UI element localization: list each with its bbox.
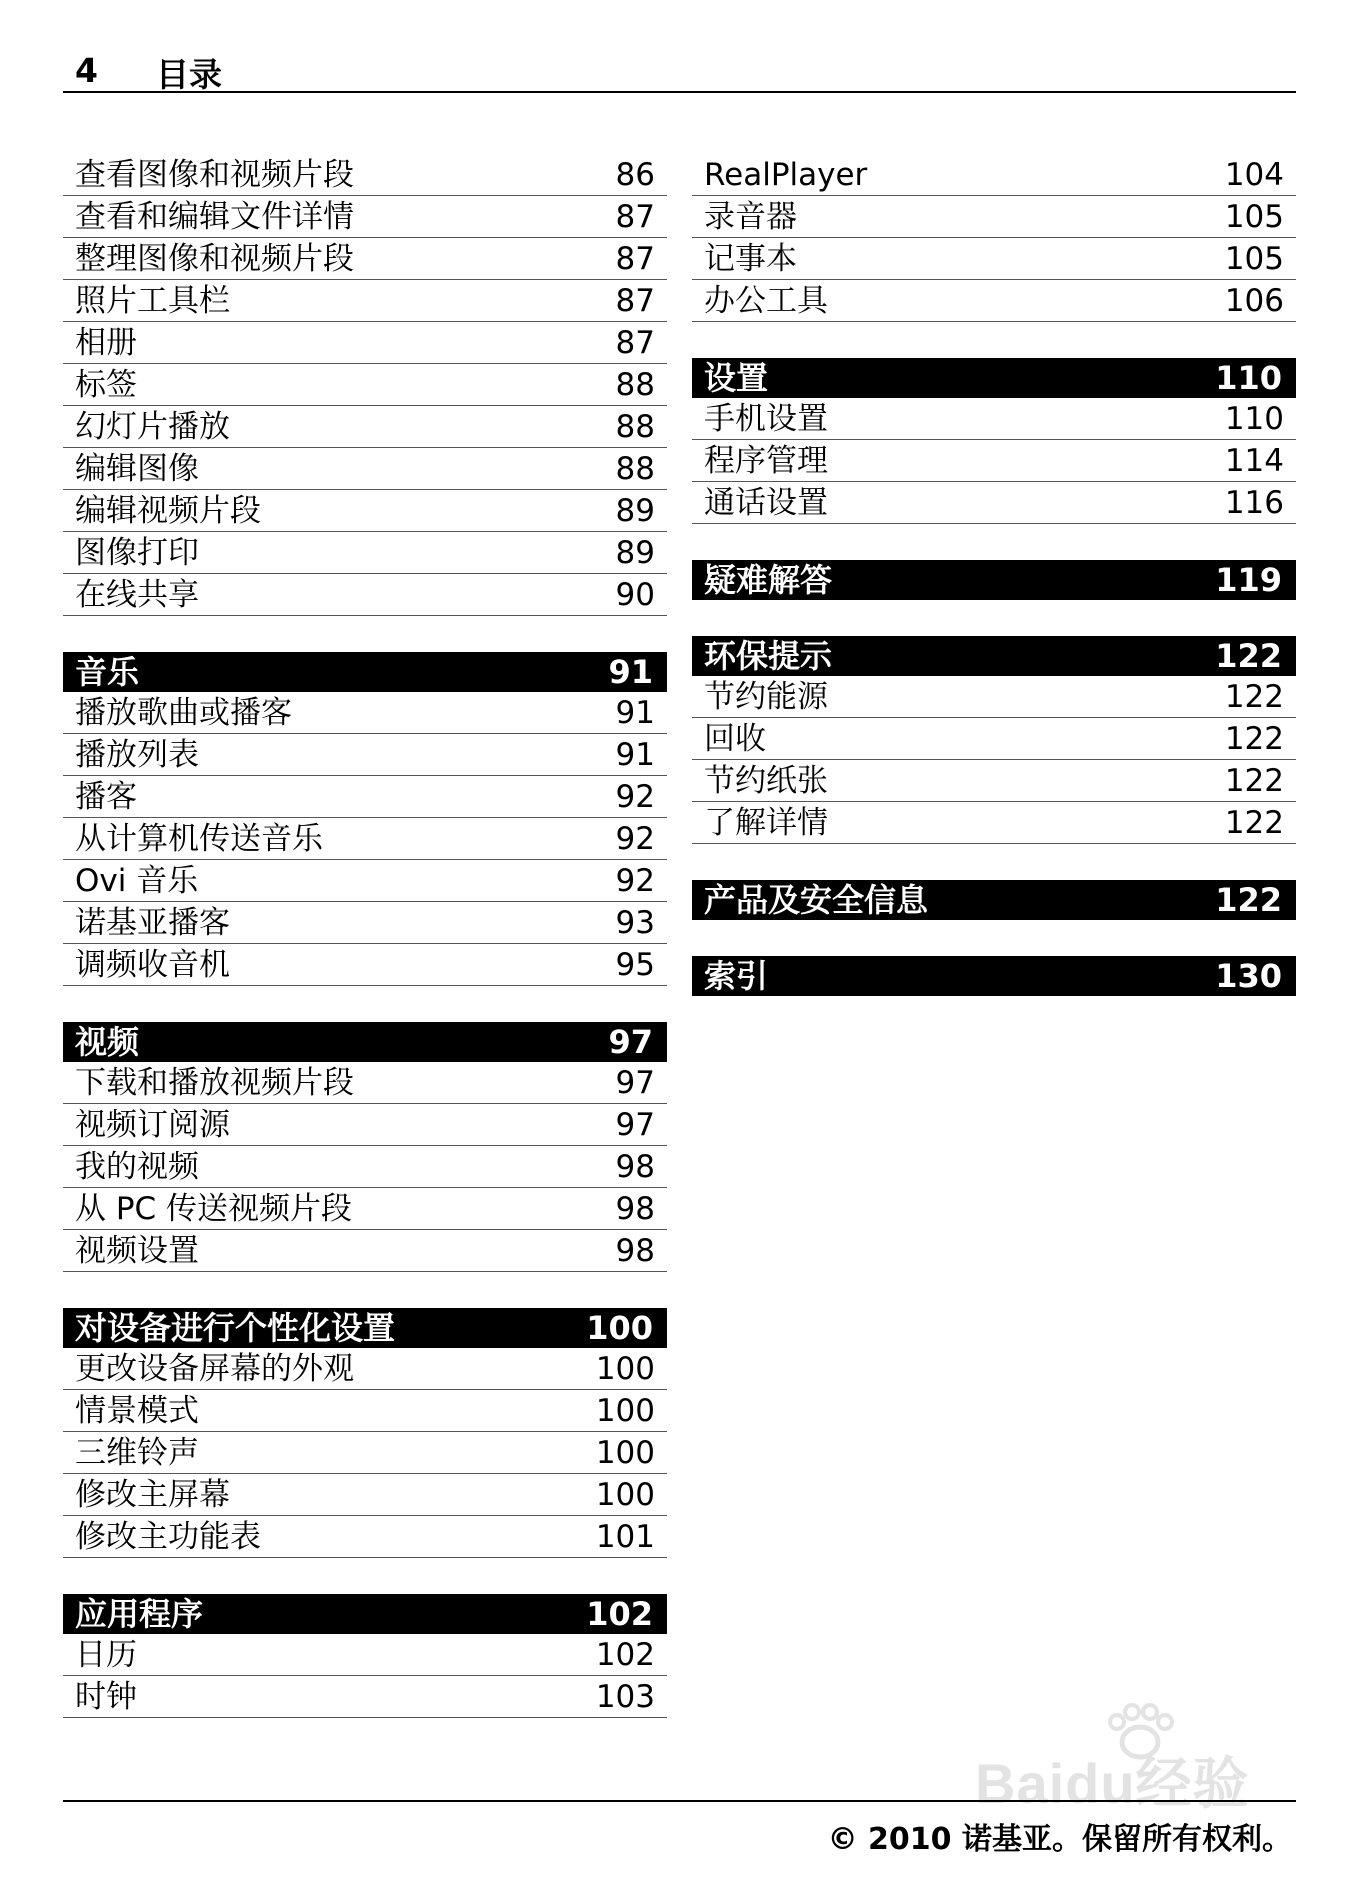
- toc-entry[interactable]: [692, 400, 1296, 440]
- section-page-number: 91: [608, 653, 653, 691]
- entry-page-number: 87: [615, 325, 655, 361]
- toc-section: [692, 156, 1296, 322]
- toc-entry[interactable]: [692, 762, 1296, 802]
- entry-title: 在线共享: [75, 577, 199, 613]
- entry-page-number: 92: [615, 863, 655, 899]
- entry-title: 时钟: [75, 1679, 137, 1715]
- entry-page-number: 100: [595, 1477, 655, 1513]
- toc-entry[interactable]: [63, 198, 667, 238]
- toc-entry[interactable]: [63, 778, 667, 818]
- toc-entry[interactable]: [63, 946, 667, 986]
- toc-entry[interactable]: [63, 282, 667, 322]
- entry-title: 播客: [75, 779, 137, 815]
- entry-page-number: 114: [1224, 443, 1284, 479]
- entry-page-number: 87: [615, 241, 655, 277]
- toc-section: [63, 1594, 667, 1718]
- toc-section: [63, 156, 667, 616]
- entry-page-number: 88: [615, 451, 655, 487]
- toc-entry[interactable]: [692, 804, 1296, 844]
- toc-entry[interactable]: [63, 1190, 667, 1230]
- page-title: 目录: [156, 55, 222, 94]
- entry-page-number: 105: [1224, 199, 1284, 235]
- entry-page-number: 98: [615, 1233, 655, 1269]
- entry-page-number: 91: [615, 695, 655, 731]
- toc-right-column: [692, 156, 1296, 1032]
- section-title: 环保提示: [704, 637, 833, 675]
- entry-page-number: 95: [615, 947, 655, 983]
- toc-entry[interactable]: [692, 678, 1296, 718]
- entry-title: 节约纸张: [704, 763, 828, 799]
- page-header: [63, 45, 1296, 93]
- section-title: 视频: [75, 1023, 140, 1061]
- toc-section: [692, 560, 1296, 600]
- entry-title: 相册: [75, 325, 137, 361]
- entry-page-number: 89: [615, 535, 655, 571]
- entry-page-number: 90: [615, 577, 655, 613]
- toc-entry[interactable]: [63, 324, 667, 364]
- toc-entry[interactable]: [692, 156, 1296, 196]
- section-title: 产品及安全信息: [704, 881, 929, 919]
- entry-page-number: 104: [1224, 157, 1284, 193]
- toc-entry[interactable]: [692, 282, 1296, 322]
- entry-title: 情景模式: [75, 1393, 199, 1429]
- entry-title: 视频订阅源: [75, 1107, 230, 1143]
- entry-page-number: 100: [595, 1393, 655, 1429]
- toc-entry[interactable]: [63, 1148, 667, 1188]
- toc-entry[interactable]: [63, 1392, 667, 1432]
- entry-page-number: 105: [1224, 241, 1284, 277]
- entry-page-number: 110: [1224, 401, 1284, 437]
- entry-page-number: 106: [1224, 283, 1284, 319]
- toc-section-heading[interactable]: [63, 1308, 667, 1348]
- section-page-number: 122: [1215, 881, 1282, 919]
- entry-title: 手机设置: [704, 401, 828, 437]
- toc-entry[interactable]: [63, 904, 667, 944]
- toc-entry[interactable]: [63, 1476, 667, 1516]
- entry-page-number: 92: [615, 779, 655, 815]
- entry-title: 调频收音机: [75, 947, 230, 983]
- entry-page-number: 116: [1224, 485, 1284, 521]
- entry-page-number: 87: [615, 199, 655, 235]
- entry-page-number: 122: [1224, 805, 1284, 841]
- section-title: 索引: [704, 957, 769, 995]
- toc-entry[interactable]: [63, 1232, 667, 1272]
- entry-title: 视频设置: [75, 1233, 199, 1269]
- toc-section: [63, 1308, 667, 1558]
- entry-title: 查看图像和视频片段: [75, 157, 354, 193]
- entry-page-number: 98: [615, 1191, 655, 1227]
- toc-entry[interactable]: [63, 1434, 667, 1474]
- entry-page-number: 86: [615, 157, 655, 193]
- entry-title: 三维铃声: [75, 1435, 199, 1471]
- toc-entry[interactable]: [63, 534, 667, 574]
- toc-section-heading[interactable]: [63, 652, 667, 692]
- toc-section: [692, 636, 1296, 844]
- toc-entry[interactable]: [692, 442, 1296, 482]
- toc-section: [692, 880, 1296, 920]
- toc-section-heading[interactable]: [63, 1022, 667, 1062]
- entry-title: 从 PC 传送视频片段: [75, 1191, 353, 1227]
- entry-title: 修改主屏幕: [75, 1477, 230, 1513]
- toc-entry[interactable]: [63, 1678, 667, 1718]
- toc-entry[interactable]: [63, 1350, 667, 1390]
- entry-title: 编辑图像: [75, 451, 199, 487]
- toc-section: [692, 358, 1296, 524]
- entry-page-number: 97: [615, 1065, 655, 1101]
- toc-section-heading[interactable]: [692, 636, 1296, 676]
- toc-entry[interactable]: [63, 450, 667, 490]
- copyright-text: © 2010 诺基亚。保留所有权利。: [827, 1822, 1292, 1857]
- toc-entry[interactable]: [692, 198, 1296, 238]
- entry-page-number: 88: [615, 367, 655, 403]
- toc-entry[interactable]: [63, 736, 667, 776]
- section-title: 音乐: [75, 653, 140, 691]
- entry-page-number: 98: [615, 1149, 655, 1185]
- toc-section: [63, 652, 667, 986]
- section-title: 应用程序: [75, 1595, 204, 1633]
- section-page-number: 100: [586, 1309, 653, 1347]
- entry-page-number: 122: [1224, 763, 1284, 799]
- entry-title: 回收: [704, 721, 766, 757]
- toc-section: [692, 956, 1296, 996]
- entry-title: 从计算机传送音乐: [75, 821, 323, 857]
- entry-title: 日历: [75, 1637, 137, 1673]
- section-page-number: 122: [1215, 637, 1282, 675]
- toc-entry[interactable]: [63, 862, 667, 902]
- entry-page-number: 92: [615, 821, 655, 857]
- baidu-watermark: [975, 1700, 1295, 1815]
- entry-page-number: 88: [615, 409, 655, 445]
- entry-title: 程序管理: [704, 443, 828, 479]
- toc-section-heading[interactable]: [63, 1594, 667, 1634]
- section-page-number: 102: [586, 1595, 653, 1633]
- entry-title: 通话设置: [704, 485, 828, 521]
- toc-section-heading[interactable]: [692, 358, 1296, 398]
- entry-title: 我的视频: [75, 1149, 199, 1185]
- toc-entry[interactable]: [63, 694, 667, 734]
- entry-title: 图像打印: [75, 535, 199, 571]
- entry-page-number: 102: [595, 1637, 655, 1673]
- entry-title: 照片工具栏: [75, 283, 230, 319]
- toc-section-heading[interactable]: [692, 560, 1296, 600]
- section-page-number: 119: [1215, 561, 1282, 599]
- section-title: 对设备进行个性化设置: [75, 1309, 396, 1347]
- page-footer: [63, 1800, 1296, 1862]
- toc-entry[interactable]: [692, 720, 1296, 760]
- toc-section-heading[interactable]: [692, 956, 1296, 996]
- entry-page-number: 97: [615, 1107, 655, 1143]
- entry-title: 录音器: [704, 199, 797, 235]
- entry-page-number: 93: [615, 905, 655, 941]
- section-title: 设置: [704, 359, 769, 397]
- toc-entry[interactable]: [692, 240, 1296, 280]
- entry-page-number: 100: [595, 1435, 655, 1471]
- toc-entry[interactable]: [63, 576, 667, 616]
- toc-entry[interactable]: [63, 366, 667, 406]
- toc-section: [63, 1022, 667, 1272]
- entry-title: RealPlayer: [704, 157, 868, 193]
- entry-page-number: 89: [615, 493, 655, 529]
- toc-entry[interactable]: [63, 1636, 667, 1676]
- toc-entry[interactable]: [63, 1518, 667, 1558]
- entry-page-number: 87: [615, 283, 655, 319]
- toc-entry[interactable]: [63, 408, 667, 448]
- entry-title: 整理图像和视频片段: [75, 241, 354, 277]
- page-number: 4: [75, 51, 98, 90]
- entry-title: 幻灯片播放: [75, 409, 230, 445]
- toc-entry[interactable]: [63, 240, 667, 280]
- entry-title: 播放列表: [75, 737, 199, 773]
- toc-entry[interactable]: [63, 1106, 667, 1146]
- entry-title: 了解详情: [704, 805, 828, 841]
- toc-entry[interactable]: [692, 484, 1296, 524]
- section-page-number: 97: [608, 1023, 653, 1061]
- section-title: 疑难解答: [704, 561, 833, 599]
- toc-entry[interactable]: [63, 1064, 667, 1104]
- section-page-number: 110: [1215, 359, 1282, 397]
- toc-section-heading[interactable]: [692, 880, 1296, 920]
- toc-entry[interactable]: [63, 156, 667, 196]
- entry-title: 查看和编辑文件详情: [75, 199, 354, 235]
- section-page-number: 130: [1215, 957, 1282, 995]
- toc-left-column: [63, 156, 667, 1754]
- watermark-text: Baidu经验: [975, 1752, 1250, 1815]
- entry-page-number: 101: [595, 1519, 655, 1555]
- entry-title: 办公工具: [704, 283, 828, 319]
- entry-title: 编辑视频片段: [75, 493, 261, 529]
- toc-entry[interactable]: [63, 820, 667, 860]
- entry-title: 更改设备屏幕的外观: [75, 1351, 354, 1387]
- entry-title: 修改主功能表: [75, 1519, 261, 1555]
- toc-entry[interactable]: [63, 492, 667, 532]
- entry-title: 播放歌曲或播客: [75, 695, 292, 731]
- entry-title: 节约能源: [704, 679, 828, 715]
- entry-page-number: 122: [1224, 721, 1284, 757]
- entry-page-number: 103: [595, 1679, 655, 1715]
- entry-page-number: 91: [615, 737, 655, 773]
- entry-title: 记事本: [704, 241, 797, 277]
- entry-page-number: 100: [595, 1351, 655, 1387]
- entry-title: Ovi 音乐: [75, 863, 199, 899]
- entry-title: 诺基亚播客: [75, 905, 230, 941]
- entry-page-number: 122: [1224, 679, 1284, 715]
- entry-title: 标签: [75, 367, 137, 403]
- entry-title: 下载和播放视频片段: [75, 1065, 354, 1101]
